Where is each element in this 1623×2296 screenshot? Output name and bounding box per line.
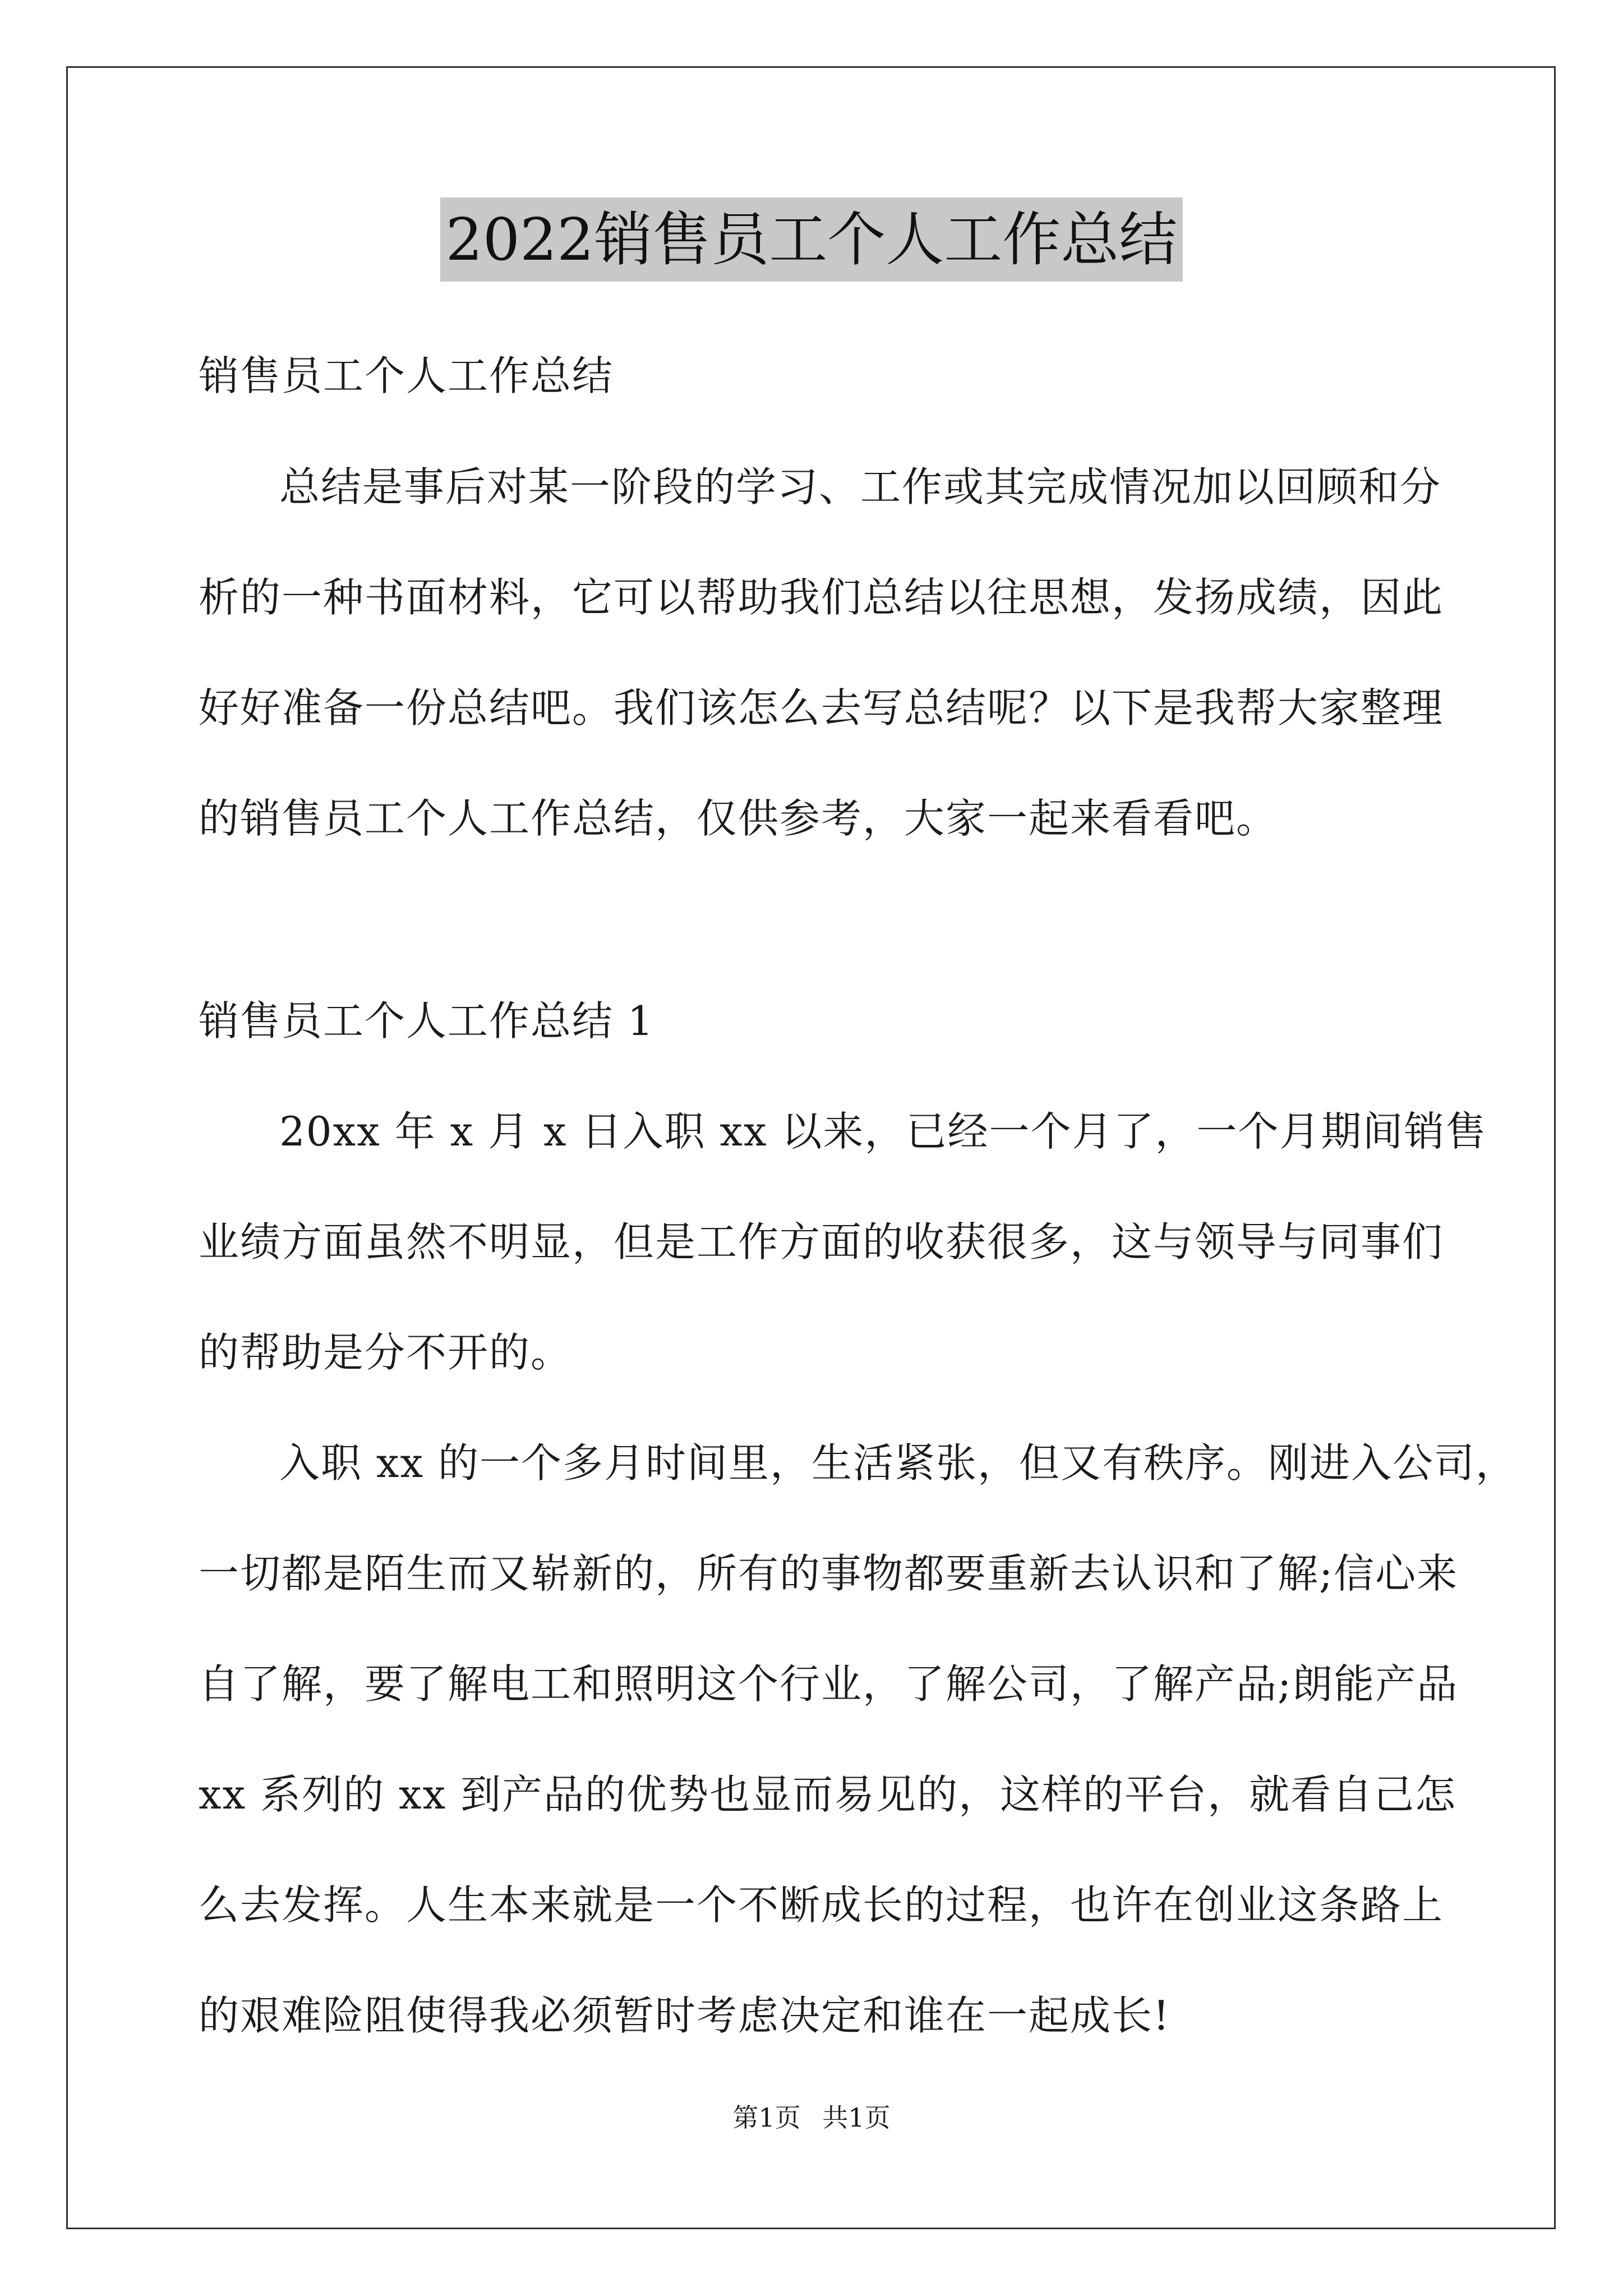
page-footer (0, 2101, 1623, 2134)
paragraph-line: 自了解，要了解电工和照明这个行业，了解公司，了解产品;朗能产品 (199, 1660, 1459, 1708)
document-title: 2022销售员工个人工作总结 (440, 197, 1183, 282)
paragraph-line: 20xx 年 x 月 x 日入职 xx 以来，已经一个月了，一个月期间销售 (279, 1108, 1487, 1155)
section-heading: 销售员工个人工作总结 (199, 352, 614, 399)
paragraph-line: 总结是事后对某一阶段的学习、工作或其完成情况加以回顾和分 (279, 463, 1442, 510)
paragraph-line: 入职 xx 的一个多月时间里，生活紧张，但又有秩序。刚进入公司， (279, 1439, 1517, 1487)
paragraph-line: 一切都是陌生而又崭新的，所有的事物都要重新去认识和了解;信心来 (199, 1550, 1459, 1597)
page-total: 共1页 (822, 2102, 891, 2133)
paragraph-line: 的销售员工个人工作总结，仅供参考，大家一起来看看吧。 (199, 795, 1278, 842)
paragraph-line: 么去发挥。人生本来就是一个不断成长的过程，也许在创业这条路上 (199, 1881, 1444, 1929)
page-number: 第1页 (732, 2102, 801, 2133)
title-container (0, 197, 1623, 282)
paragraph-line: 析的一种书面材料，它可以帮助我们总结以往思想，发扬成绩，因此 (199, 574, 1444, 621)
paragraph-line: 的艰难险阻使得我必须暂时考虑决定和谁在一起成长! (199, 1992, 1170, 2039)
paragraph-line: xx 系列的 xx 到产品的优势也显而易见的，这样的平台，就看自己怎 (199, 1771, 1457, 1818)
paragraph-line: 好好准备一份总结吧。我们该怎么去写总结呢？以下是我帮大家整理 (199, 684, 1444, 731)
paragraph-line: 业绩方面虽然不明显，但是工作方面的收获很多，这与领导与同事们 (199, 1218, 1444, 1266)
paragraph-line: 的帮助是分不开的。 (199, 1329, 573, 1376)
section-heading: 销售员工个人工作总结 1 (199, 997, 654, 1045)
